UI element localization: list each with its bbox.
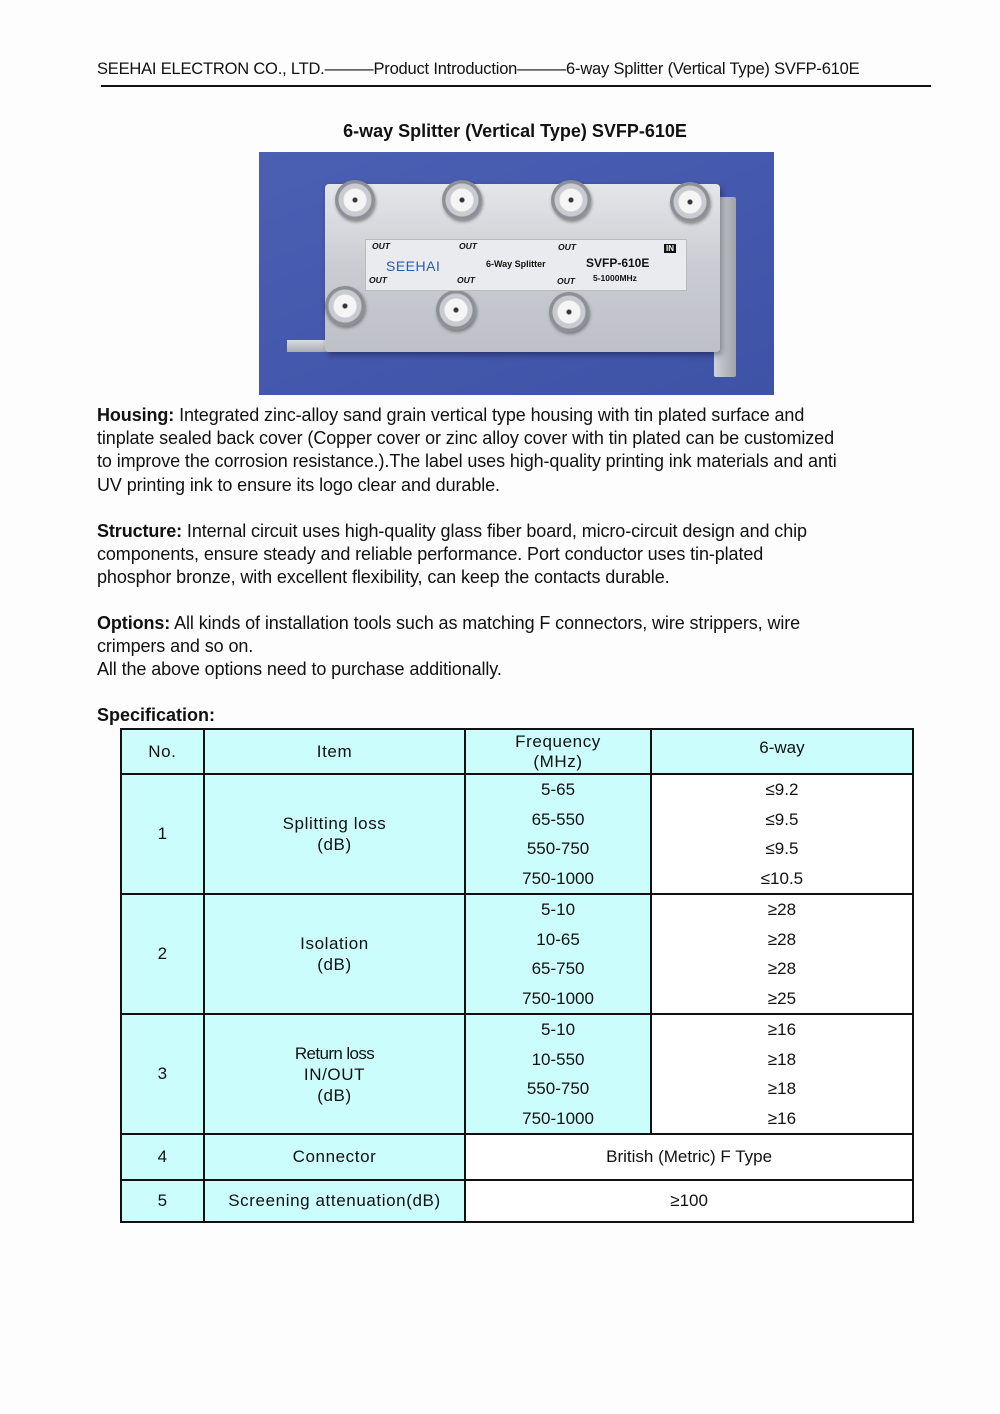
housing-line: Integrated zinc-alloy sand grain vertical type housing with tin plated surface and [174,405,805,425]
header-item: Item [204,729,465,774]
row-values [651,894,913,1014]
value-cell: ≤10.5 [760,868,804,888]
structure-line: phosphor bronze, with excellent flexibility, can keep the contacts durable. [97,567,670,588]
item-line: Return loss [294,1043,375,1063]
table-row [121,894,913,1014]
header-no: No. [121,729,204,774]
page-header: SEEHAI ELECTRON CO., LTD.———Product Introduction———6-way Splitter (Vertical Type) SVFP-610E [97,60,860,78]
out-port-icon [335,180,375,220]
housing-heading: Housing: [97,405,175,425]
table-row [121,1180,913,1222]
row-no: 1 [121,774,204,894]
row-value: ≥100 [465,1180,913,1222]
out-port-icon [442,180,482,220]
item-line: Isolation [300,934,369,953]
out-port-icon [325,286,365,326]
structure-line: Internal circuit uses high-quality glass fiber board, micro-circuit design and chip [182,521,807,541]
options-paragraph [97,612,942,682]
label-in: IN [666,244,674,253]
row-item [204,894,465,1014]
value-cell: ≥28 [767,900,797,919]
frequency-cell: 750-1000 [522,988,594,1008]
options-heading: Options: [97,613,171,633]
item-line: Splitting loss [282,814,387,833]
label-out: OUT [372,241,390,251]
value-cell: ≥28 [767,929,797,949]
row-value: British (Metric) F Type [465,1134,913,1180]
frequency-cell: 5-10 [541,1020,576,1039]
item-line: (dB) [317,955,352,974]
table-row [121,1134,913,1180]
item-line: (dB) [317,835,352,854]
options-line: All the above options need to purchase additionally. [97,659,502,680]
frequency-cell: 10-550 [531,1049,585,1069]
frequency-cell: 5-10 [541,900,576,919]
frequency-cell: 550-750 [526,1079,590,1098]
specification-heading: Specification: [97,705,216,725]
row-item: Connector [204,1134,465,1180]
frequency-cell: 10-65 [536,929,580,949]
header-frequency-unit: (MHz) [533,751,583,771]
structure-line: components, ensure steady and reliable performance. Port conductor uses tin-plated [97,544,764,565]
housing-line: UV printing ink to ensure its logo clear and durable. [97,474,500,495]
value-cell: ≥16 [767,1020,797,1039]
frequency-cell: 5-65 [541,780,576,799]
value-cell: ≤9.5 [765,809,799,829]
value-cell: ≥18 [767,1079,797,1098]
value-cell: ≥18 [767,1049,797,1069]
header-divider [101,85,931,87]
page-title: 6-way Splitter (Vertical Type) SVFP-610E [343,121,687,141]
out-port-icon [549,292,589,332]
brand-logo: SEEHAI [386,258,441,274]
value-cell: ≤9.5 [765,839,799,858]
out-port-icon [436,290,476,330]
row-item [204,774,465,894]
specification-table [120,728,914,1223]
row-no: 2 [121,894,204,1014]
product-photo [259,152,774,395]
label-model: SVFP-610E [586,256,650,270]
housing-line: tinplate sealed back cover (Copper cover or zinc alloy cover with tin plated can be customized [97,428,834,449]
housing-line: to improve the corrosion resistance.).The label uses high-quality printing ink materials and anti [97,451,837,472]
product-label [365,239,687,291]
value-cell: ≤9.2 [765,780,799,799]
row-no: 4 [121,1134,204,1180]
label-product: 6-Way Splitter [486,259,546,269]
frequency-cell: 65-750 [531,959,585,978]
item-line: IN/OUT [303,1064,366,1084]
label-out: OUT [557,276,575,286]
row-item [204,1014,465,1134]
header-frequency-line: Frequency [515,731,601,751]
table-row [121,1014,913,1134]
label-out: OUT [369,275,387,285]
label-out: OUT [459,241,477,251]
table-row [121,774,913,894]
item-line: (dB) [317,1085,352,1105]
row-values [651,774,913,894]
row-frequencies [465,894,651,1014]
row-frequencies [465,774,651,894]
housing-paragraph [97,404,942,497]
header-6-way: 6-way [651,729,913,774]
table-header-row [121,729,913,774]
options-line: crimpers and so on. [97,636,254,657]
frequency-cell: 65-550 [531,809,585,829]
frequency-cell: 750-1000 [522,1108,594,1128]
value-cell: ≥16 [767,1108,797,1128]
row-item: Screening attenuation(dB) [204,1180,465,1222]
structure-heading: Structure: [97,521,183,541]
value-cell: ≥25 [767,988,797,1008]
row-no: 5 [121,1180,204,1222]
frequency-cell: 750-1000 [522,868,594,888]
structure-paragraph [97,520,942,590]
label-out: OUT [457,275,475,285]
value-cell: ≥28 [767,959,797,978]
in-port-icon [670,182,710,222]
label-out: OUT [558,242,576,252]
options-line: All kinds of installation tools such as matching F connectors, wire strippers, wire [170,613,801,633]
out-port-icon [551,180,591,220]
header-frequency [465,729,651,774]
label-frequency: 5-1000MHz [593,273,637,283]
row-values [651,1014,913,1134]
row-no: 3 [121,1014,204,1134]
row-frequencies [465,1014,651,1134]
frequency-cell: 550-750 [526,839,590,858]
